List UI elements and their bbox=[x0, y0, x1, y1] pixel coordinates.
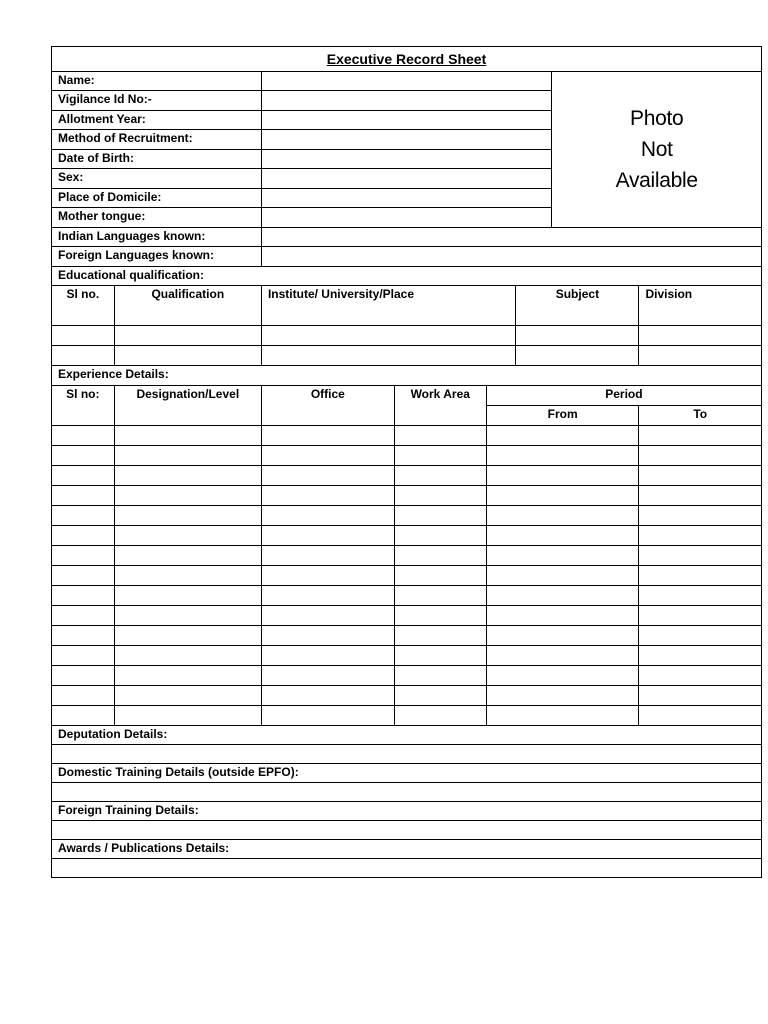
education-col-sl-no: Sl no. bbox=[52, 286, 115, 326]
experience-cell[interactable] bbox=[114, 466, 261, 486]
experience-cell[interactable] bbox=[114, 546, 261, 566]
experience-col-sl-no: Sl no: bbox=[52, 386, 115, 426]
field-mother-tongue-value[interactable] bbox=[261, 208, 551, 228]
experience-cell[interactable] bbox=[486, 466, 639, 486]
experience-cell[interactable] bbox=[639, 526, 762, 546]
experience-cell[interactable] bbox=[114, 486, 261, 506]
experience-col-office: Office bbox=[261, 386, 394, 426]
experience-cell[interactable] bbox=[261, 506, 394, 526]
experience-cell[interactable] bbox=[486, 526, 639, 546]
experience-cell[interactable] bbox=[52, 666, 115, 686]
experience-cell[interactable] bbox=[114, 566, 261, 586]
experience-cell[interactable] bbox=[486, 646, 639, 666]
experience-cell[interactable] bbox=[261, 466, 394, 486]
experience-cell[interactable] bbox=[486, 566, 639, 586]
experience-cell[interactable] bbox=[394, 466, 486, 486]
experience-cell[interactable] bbox=[394, 526, 486, 546]
education-cell[interactable] bbox=[114, 346, 261, 366]
experience-cell[interactable] bbox=[394, 506, 486, 526]
education-cell[interactable] bbox=[516, 326, 639, 346]
experience-row bbox=[52, 666, 762, 686]
field-vigilance-id-value[interactable] bbox=[261, 91, 551, 111]
experience-row bbox=[52, 526, 762, 546]
experience-cell[interactable] bbox=[394, 606, 486, 626]
experience-row bbox=[52, 606, 762, 626]
experience-cell[interactable] bbox=[639, 466, 762, 486]
experience-cell[interactable] bbox=[639, 426, 762, 446]
field-place-of-domicile-label: Place of Domicile: bbox=[52, 189, 262, 208]
experience-cell[interactable] bbox=[261, 626, 394, 646]
experience-cell[interactable] bbox=[486, 446, 639, 466]
field-sex-label: Sex: bbox=[52, 169, 262, 189]
experience-cell[interactable] bbox=[261, 706, 394, 726]
experience-cell[interactable] bbox=[639, 586, 762, 606]
field-name-value[interactable] bbox=[261, 72, 551, 91]
education-cell[interactable] bbox=[516, 346, 639, 366]
experience-cell[interactable] bbox=[114, 646, 261, 666]
experience-cell[interactable] bbox=[52, 706, 115, 726]
experience-cell[interactable] bbox=[52, 466, 115, 486]
experience-cell[interactable] bbox=[639, 666, 762, 686]
education-col-qualification: Qualification bbox=[114, 286, 261, 326]
experience-cell[interactable] bbox=[52, 526, 115, 546]
experience-cell[interactable] bbox=[486, 706, 639, 726]
experience-cell[interactable] bbox=[261, 606, 394, 626]
experience-cell[interactable] bbox=[639, 706, 762, 726]
experience-col-from: From bbox=[486, 406, 639, 426]
experience-cell[interactable] bbox=[394, 666, 486, 686]
experience-cell[interactable] bbox=[394, 686, 486, 706]
experience-row bbox=[52, 466, 762, 486]
experience-cell[interactable] bbox=[261, 526, 394, 546]
experience-cell[interactable] bbox=[52, 646, 115, 666]
experience-cell[interactable] bbox=[261, 426, 394, 446]
education-cell[interactable] bbox=[52, 346, 115, 366]
field-method-of-recruitment-label: Method of Recruitment: bbox=[52, 130, 262, 150]
experience-cell[interactable] bbox=[52, 546, 115, 566]
experience-cell[interactable] bbox=[114, 666, 261, 686]
field-name-label: Name: bbox=[52, 72, 262, 91]
experience-cell[interactable] bbox=[394, 706, 486, 726]
experience-cell[interactable] bbox=[394, 546, 486, 566]
experience-cell[interactable] bbox=[639, 646, 762, 666]
education-row bbox=[52, 326, 762, 346]
experience-cell[interactable] bbox=[261, 566, 394, 586]
education-col-division: Division bbox=[639, 286, 762, 326]
experience-row bbox=[52, 566, 762, 586]
experience-cell[interactable] bbox=[114, 626, 261, 646]
experience-cell[interactable] bbox=[639, 606, 762, 626]
experience-row bbox=[52, 546, 762, 566]
experience-cell[interactable] bbox=[114, 506, 261, 526]
experience-cell[interactable] bbox=[114, 426, 261, 446]
foreign-training-heading: Foreign Training Details: bbox=[52, 802, 762, 821]
education-cell[interactable] bbox=[639, 346, 762, 366]
field-place-of-domicile-value[interactable] bbox=[261, 189, 551, 208]
experience-cell[interactable] bbox=[52, 506, 115, 526]
foreign-training-entry[interactable] bbox=[52, 821, 762, 840]
experience-cell[interactable] bbox=[639, 486, 762, 506]
field-date-of-birth-label: Date of Birth: bbox=[52, 150, 262, 169]
experience-cell[interactable] bbox=[52, 686, 115, 706]
experience-cell[interactable] bbox=[114, 446, 261, 466]
experience-cell[interactable] bbox=[261, 486, 394, 506]
field-allotment-year-value[interactable] bbox=[261, 111, 551, 130]
experience-cell[interactable] bbox=[639, 506, 762, 526]
domestic-training-heading: Domestic Training Details (outside EPFO): bbox=[52, 764, 762, 783]
field-allotment-year-label: Allotment Year: bbox=[52, 111, 262, 130]
education-row bbox=[52, 346, 762, 366]
experience-cell[interactable] bbox=[639, 566, 762, 586]
experience-cell[interactable] bbox=[261, 686, 394, 706]
deputation-heading: Deputation Details: bbox=[52, 726, 762, 745]
experience-row bbox=[52, 686, 762, 706]
experience-heading: Experience Details: bbox=[52, 366, 762, 386]
experience-row bbox=[52, 446, 762, 466]
field-sex-value[interactable] bbox=[261, 169, 551, 189]
experience-cell[interactable] bbox=[394, 486, 486, 506]
deputation-entry[interactable] bbox=[52, 745, 762, 764]
experience-cell[interactable] bbox=[52, 606, 115, 626]
awards-entry[interactable] bbox=[52, 859, 762, 878]
education-col-institute: Institute/ University/Place bbox=[261, 286, 515, 326]
experience-cell[interactable] bbox=[114, 606, 261, 626]
experience-row bbox=[52, 626, 762, 646]
executive-record-sheet bbox=[51, 46, 762, 886]
experience-cell[interactable] bbox=[486, 586, 639, 606]
experience-cell[interactable] bbox=[52, 626, 115, 646]
experience-row bbox=[52, 646, 762, 666]
experience-col-work-area: Work Area bbox=[394, 386, 486, 426]
experience-row bbox=[52, 706, 762, 726]
education-col-subject: Subject bbox=[516, 286, 639, 326]
education-cell[interactable] bbox=[261, 346, 515, 366]
experience-cell[interactable] bbox=[639, 446, 762, 466]
foreign-languages-label: Foreign Languages known: bbox=[52, 247, 262, 267]
experience-cell[interactable] bbox=[261, 446, 394, 466]
education-cell[interactable] bbox=[52, 326, 115, 346]
experience-cell[interactable] bbox=[394, 646, 486, 666]
experience-cell[interactable] bbox=[52, 486, 115, 506]
experience-cell[interactable] bbox=[639, 626, 762, 646]
experience-cell[interactable] bbox=[114, 526, 261, 546]
experience-col-to: To bbox=[639, 406, 762, 426]
record-table bbox=[51, 46, 762, 878]
experience-cell[interactable] bbox=[394, 586, 486, 606]
field-vigilance-id-label: Vigilance Id No:- bbox=[52, 91, 262, 111]
experience-cell[interactable] bbox=[639, 546, 762, 566]
experience-cell[interactable] bbox=[52, 586, 115, 606]
experience-cell[interactable] bbox=[486, 546, 639, 566]
experience-cell[interactable] bbox=[394, 626, 486, 646]
education-heading: Educational qualification: bbox=[52, 267, 762, 286]
experience-cell[interactable] bbox=[639, 686, 762, 706]
field-mother-tongue-label: Mother tongue: bbox=[52, 208, 262, 228]
experience-cell[interactable] bbox=[486, 606, 639, 626]
awards-heading: Awards / Publications Details: bbox=[52, 840, 762, 859]
experience-row bbox=[52, 586, 762, 606]
experience-cell[interactable] bbox=[486, 686, 639, 706]
indian-languages-label: Indian Languages known: bbox=[52, 228, 262, 247]
experience-cell[interactable] bbox=[114, 706, 261, 726]
field-date-of-birth-value[interactable] bbox=[261, 150, 551, 169]
experience-cell[interactable] bbox=[261, 586, 394, 606]
experience-cell[interactable] bbox=[114, 586, 261, 606]
experience-cell[interactable] bbox=[486, 426, 639, 446]
experience-cell[interactable] bbox=[486, 486, 639, 506]
experience-cell[interactable] bbox=[261, 646, 394, 666]
education-cell[interactable] bbox=[261, 326, 515, 346]
experience-col-designation: Designation/Level bbox=[114, 386, 261, 426]
page-title: Executive Record Sheet bbox=[52, 47, 762, 72]
experience-cell[interactable] bbox=[52, 426, 115, 446]
experience-col-period: Period bbox=[486, 386, 761, 406]
experience-cell[interactable] bbox=[394, 446, 486, 466]
experience-cell[interactable] bbox=[486, 626, 639, 646]
experience-cell[interactable] bbox=[114, 686, 261, 706]
indian-languages-value[interactable] bbox=[261, 228, 761, 247]
education-cell[interactable] bbox=[639, 326, 762, 346]
experience-cell[interactable] bbox=[394, 566, 486, 586]
experience-cell[interactable] bbox=[261, 546, 394, 566]
experience-cell[interactable] bbox=[52, 566, 115, 586]
domestic-training-entry[interactable] bbox=[52, 783, 762, 802]
education-cell[interactable] bbox=[114, 326, 261, 346]
photo-placeholder: Photo Not Available bbox=[552, 72, 762, 228]
experience-cell[interactable] bbox=[394, 426, 486, 446]
experience-cell[interactable] bbox=[486, 506, 639, 526]
experience-row bbox=[52, 486, 762, 506]
experience-row bbox=[52, 506, 762, 526]
foreign-languages-value[interactable] bbox=[261, 247, 761, 267]
experience-cell[interactable] bbox=[52, 446, 115, 466]
experience-cell[interactable] bbox=[261, 666, 394, 686]
experience-cell[interactable] bbox=[486, 666, 639, 686]
field-method-of-recruitment-value[interactable] bbox=[261, 130, 551, 150]
experience-row bbox=[52, 426, 762, 446]
